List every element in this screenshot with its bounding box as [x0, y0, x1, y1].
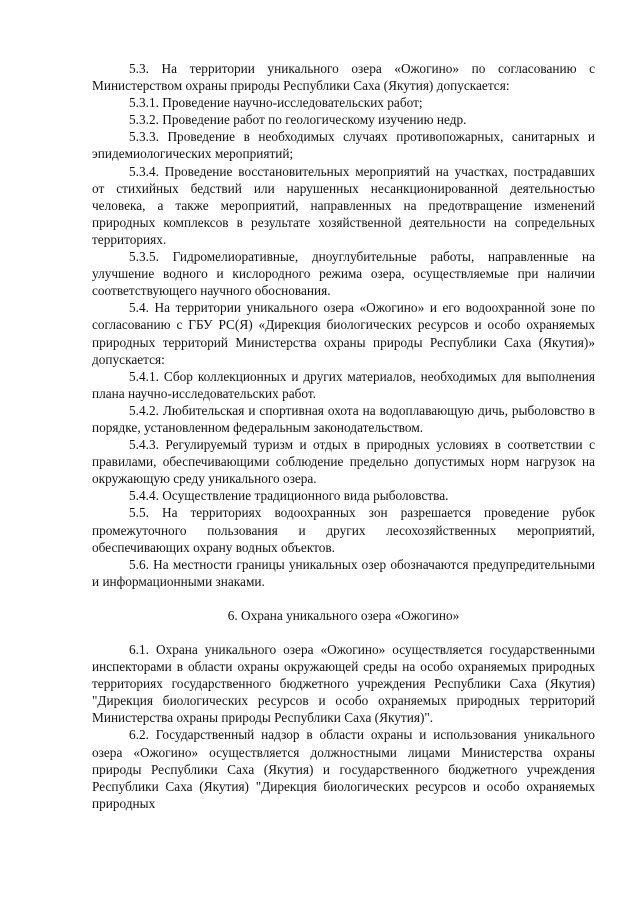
- paragraph-5-6: 5.6. На местности границы уникальных озер обозначаются предупредительными и информационными знаками.: [92, 556, 595, 589]
- paragraph-5-3-4: 5.3.4. Проведение восстановительных мероприятий на участках, пострадавших от стихийных бедствий или нарушенных несанкционированной деятельностью человека, а также мероприятий, направленных на предотвращение изменений природных комплексов в результате хозяйственной деятельности на сопредельных территориях.: [92, 163, 595, 247]
- paragraph-5-5: 5.5. На территориях водоохранных зон разрешается проведение рубок промежуточного пользования и других лесохозяйственных мероприятий, обеспечивающих охрану водных объектов.: [92, 505, 595, 555]
- paragraph-5-4-1: 5.4.1. Сбор коллекционных и других материалов, необходимых для выполнения плана научно-исследовательских работ.: [92, 368, 595, 401]
- spacer: [92, 590, 595, 607]
- paragraph-5-3-1: 5.3.1. Проведение научно-исследовательских работ;: [129, 95, 423, 111]
- paragraph-5-4-4: 5.4.4. Осуществление традиционного вида рыболовства.: [129, 488, 449, 504]
- paragraph-5-3-3: 5.3.3. Проведение в необходимых случаях противопожарных, санитарных и эпидемиологических мероприятий;: [92, 129, 595, 162]
- paragraph-5-4-3: 5.4.3. Регулируемый туризм и отдых в природных условиях в соответствии с правилами, обеспечивающими соблюдение предельно допустимых норм нагрузок на окружающую среду уникального озера.: [92, 437, 595, 487]
- paragraph-5-4-2: 5.4.2. Любительская и спортивная охота на водоплавающую дичь, рыболовство в порядке, установленном федеральным законодательством.: [92, 402, 595, 435]
- paragraph-5-4: 5.4. На территории уникального озера «Ожогино» и его водоохранной зоне по согласованию с ГБУ РС(Я) «Дирекция биологических ресурсов и особо охраняемых природных территорий Министерства охраны природы Республики Саха (Якутия)» допускается:: [92, 300, 595, 367]
- paragraph-5-3-2: 5.3.2. Проведение работ по геологическому изучению недр.: [129, 112, 467, 128]
- paragraph-5-3-5: 5.3.5. Гидромелиоративные, дноуглубительные работы, направленные на улучшение водного и кислородного режима озера, осуществляемые при наличии соответствующего научного обоснования.: [92, 249, 595, 299]
- paragraph-6-1: 6.1. Охрана уникального озера «Ожогино» осуществляется государственными инспекторами в области охраны окружающей среды на особо охраняемых природных территориях государственного бюджетного учреждения Республики Саха (Якутия) "Дирекция биологических ресурсов и особо охраняемых природных территорий Министерства охраны природы Республики Саха (Якутия)".: [92, 642, 595, 726]
- document-page: [92, 60, 595, 812]
- paragraph-6-2: 6.2. Государственный надзор в области охраны и использования уникального озера «Ожогино» осуществляется должностными лицами Министерства охраны природы Республики Саха (Якутия) и государственного бюджетного учреждения Республики Саха (Якутия) "Дирекция биологических ресурсов и особо охраняемых природных: [92, 727, 595, 811]
- paragraph-5-3: 5.3. На территории уникального озера «Ожогино» по согласованию с Министерством охраны природы Республики Саха (Якутия) допускается:: [92, 61, 595, 94]
- spacer: [92, 624, 595, 641]
- section-heading-6: 6. Охрана уникального озера «Ожогино»: [227, 607, 460, 623]
